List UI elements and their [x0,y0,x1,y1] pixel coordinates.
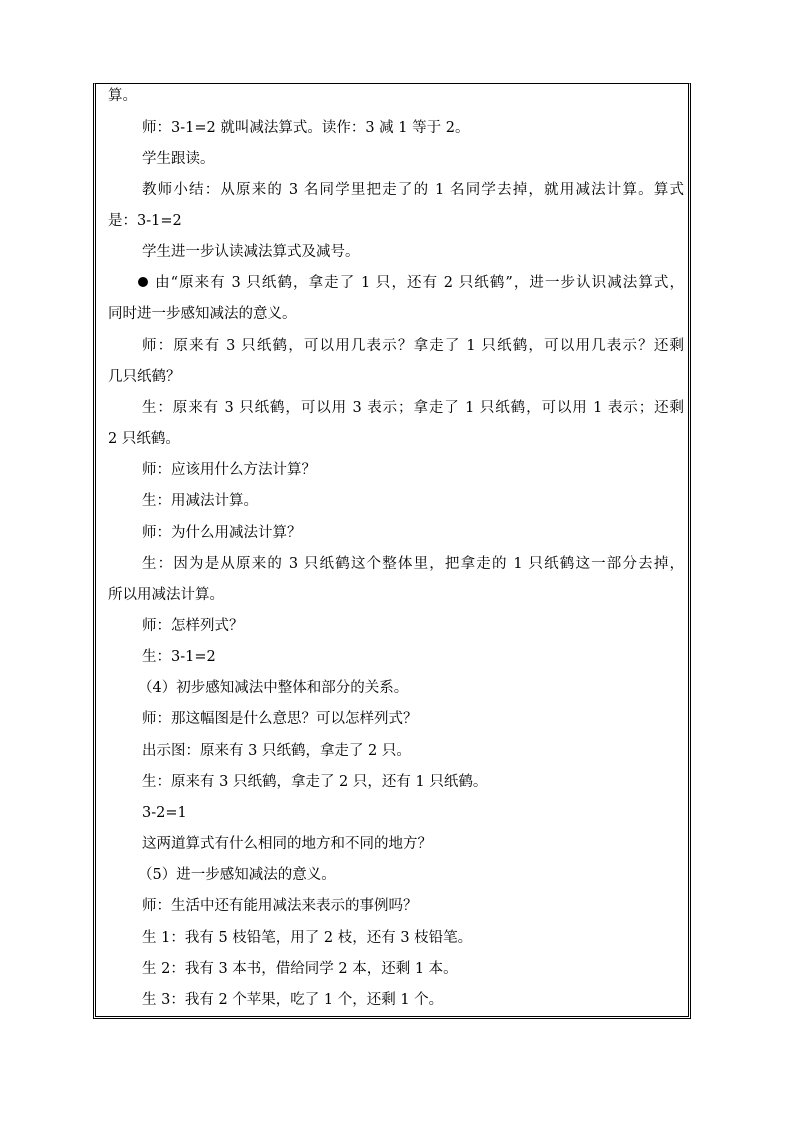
text-line: 所以用减法计算。 [108,587,224,603]
text-line: 师：为什么用减法计算？ [142,525,302,541]
text-line: 生：3-1=2 [142,649,216,665]
text-line: 3-2=1 [142,805,187,821]
text-line: 生 1：我有 5 枝铅笔，用了 2 枝，还有 3 枝铅笔。 [142,930,473,946]
text-line: 学生进一步认读减法算式及减号。 [142,244,360,260]
text-line: 生 2：我有 3 本书，借给同学 2 本，还剩 1 本。 [142,961,458,977]
text-line: 师：原来有 3 只纸鹤，可以用几表示？拿走了 1 只纸鹤，可以用几表示？还剩 [142,338,684,354]
text-line: 师：生活中还有能用减法来表示的事例吗？ [142,898,418,914]
bullet-line: 由“原来有 3 只纸鹤，拿走了 1 只，还有 2 只纸鹤”，进一步认识减法算式， [108,273,684,293]
text-line: 师：怎样列式？ [142,618,244,634]
text-line: 出示图：原来有 3 只纸鹤，拿走了 2 只。 [142,743,411,759]
text-line: 同时进一步感知减法的意义。 [108,306,297,322]
text-line: 是：3-1=2 [108,213,182,229]
text-line: 算。 [108,88,137,104]
text-line: 生：因为是从原来的 3 只纸鹤这个整体里，把拿走的 1 只纸鹤这一部分去掉， [142,556,684,572]
text-line: 几只纸鹤？ [108,369,181,385]
text-line: 师：3-1=2 就叫减法算式。读作：3 减 1 等于 2。 [142,120,470,136]
text-line: 2 只纸鹤。 [108,431,180,447]
text-line: 师：那这幅图是什么意思？可以怎样列式？ [142,711,418,727]
text-line: 生：用减法计算。 [142,493,258,509]
text-line: 师：应该用什么方法计算？ [142,462,316,478]
text-line: 学生跟读。 [142,151,215,167]
text-line: 生 3：我有 2 个苹果，吃了 1 个，还剩 1 个。 [142,992,444,1008]
text-line: 这两道算式有什么相同的地方和不同的地方？ [142,836,432,852]
text-line: 教师小结：从原来的 3 名同学里把走了的 1 名同学去掉，就用减法计算。算式 [142,182,684,198]
text-line: （5）进一步感知减法的意义。 [138,867,336,883]
text-line: （4）初步感知减法中整体和部分的关系。 [138,680,409,696]
text-line: 生：原来有 3 只纸鹤，拿走了 2 只，还有 1 只纸鹤。 [142,774,488,790]
text-line: 生：原来有 3 只纸鹤，可以用 3 表示；拿走了 1 只纸鹤，可以用 1 表示；还剩 [142,400,684,416]
bullet-icon [138,277,148,287]
